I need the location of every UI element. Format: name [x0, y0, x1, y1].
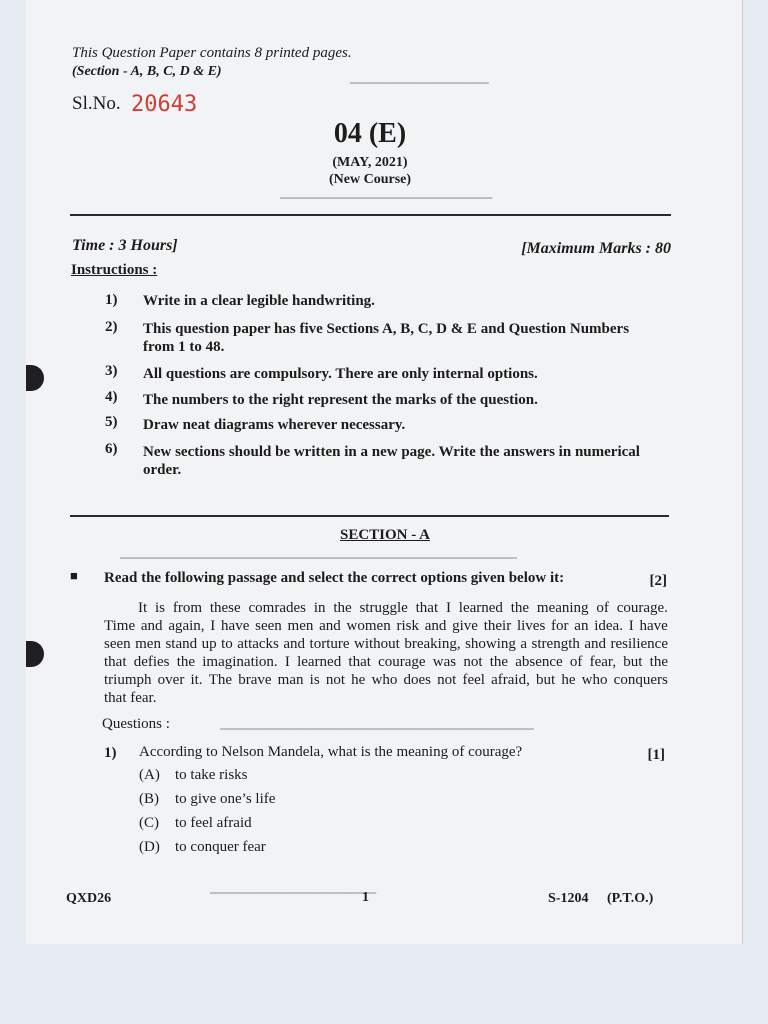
- question-text: According to Nelson Mandela, what is the meaning of courage?: [139, 744, 523, 760]
- instruction-text: from 1 to 48.: [143, 339, 225, 355]
- bleed-through-text: ▁▁▁▁▁▁▁▁▁▁▁▁▁▁▁: [350, 70, 489, 84]
- passage-line: that defies the imagination. I learned that courage was not the absence of fear, but the: [104, 654, 668, 670]
- instructions-title: Instructions :: [71, 262, 158, 278]
- sections-note: (Section - A, B, C, D & E): [72, 64, 222, 79]
- page-number: 1: [362, 890, 369, 905]
- passage-line: Time and again, I have seen men and women risk and give their lives for an idea. I have: [104, 618, 668, 634]
- instruction-text: All questions are compulsory. There are only internal options.: [143, 366, 538, 382]
- serial-number: 20643: [131, 92, 198, 117]
- task-marks: [2]: [649, 573, 667, 589]
- instruction-text: This question paper has five Sections A, B, C, D & E and Question Numbers: [143, 321, 630, 337]
- serial-label: Sl.No.: [72, 93, 121, 114]
- bleed-through-text: ▁▁▁▁▁▁▁▁▁▁▁▁▁▁▁▁▁▁▁▁▁▁▁▁▁▁▁▁▁▁▁▁▁▁▁▁▁▁▁▁▁▁▁: [120, 545, 517, 559]
- bleed-through-text: ▁▁▁▁▁▁▁▁▁▁▁▁▁▁▁▁▁▁▁▁▁▁▁: [280, 185, 493, 199]
- option-text: to take risks: [175, 767, 248, 783]
- option-key: (C): [139, 815, 159, 831]
- divider: [70, 515, 669, 517]
- questions-label: Questions :: [102, 716, 170, 732]
- question-marks: [1]: [647, 747, 665, 763]
- pages-note: This Question Paper contains 8 printed pages.: [72, 45, 352, 61]
- option-key: (B): [139, 791, 159, 807]
- time-allowed: Time : 3 Hours]: [72, 237, 178, 254]
- instruction-text: Draw neat diagrams wherever necessary.: [143, 417, 406, 433]
- paper-id-code: QXD26: [66, 891, 112, 906]
- question-number: 1): [104, 745, 117, 761]
- passage-line: It is from these comrades in the struggle that I learned the meaning of courage.: [138, 600, 668, 616]
- course-label: (New Course): [328, 172, 412, 187]
- instruction-number: 2): [105, 319, 118, 335]
- passage-line: seen men stand up to attacks and torture without breaking, showing a strength and resilience: [104, 636, 668, 652]
- divider: [70, 214, 671, 216]
- option-text: to feel afraid: [175, 815, 252, 831]
- section-title: SECTION - A: [339, 527, 431, 543]
- option-text: to give one’s life: [175, 791, 276, 807]
- paper-code: 04 (E): [333, 118, 407, 149]
- instruction-number: 3): [105, 363, 118, 379]
- instruction-text: The numbers to the right represent the marks of the question.: [143, 392, 538, 408]
- instruction-number: 6): [105, 441, 118, 457]
- exam-session: (MAY, 2021): [332, 155, 408, 170]
- bleed-through-text: ▁▁▁▁▁▁▁▁▁▁▁▁▁▁▁▁▁▁: [210, 880, 377, 894]
- option-key: (D): [139, 839, 160, 855]
- instruction-text: order.: [143, 462, 182, 478]
- bullet-icon: ■: [70, 568, 78, 583]
- option-key: (A): [139, 767, 160, 783]
- instruction-number: 5): [105, 414, 118, 430]
- subject-reference: S-1204: [548, 891, 589, 906]
- passage-line: triumph over it. The brave man is not he who does not feel afraid, but he who conquers: [104, 672, 668, 688]
- instruction-number: 1): [105, 292, 118, 308]
- passage-task: Read the following passage and select the correct options given below it:: [104, 570, 565, 586]
- passage-line: that fear.: [104, 690, 157, 706]
- option-text: to conquer fear: [175, 839, 266, 855]
- instruction-text: New sections should be written in a new page. Write the answers in numerical: [143, 444, 640, 460]
- bleed-through-text: ▁▁▁▁▁▁▁▁▁▁▁▁▁▁▁▁▁▁▁▁▁▁▁▁▁▁▁▁▁▁▁▁▁▁: [220, 716, 534, 730]
- please-turn-over: (P.T.O.): [607, 891, 654, 906]
- instruction-text: Write in a clear legible handwriting.: [143, 293, 375, 309]
- passage: [104, 599, 668, 707]
- instruction-number: 4): [105, 389, 118, 405]
- maximum-marks: [Maximum Marks : 80: [521, 240, 671, 257]
